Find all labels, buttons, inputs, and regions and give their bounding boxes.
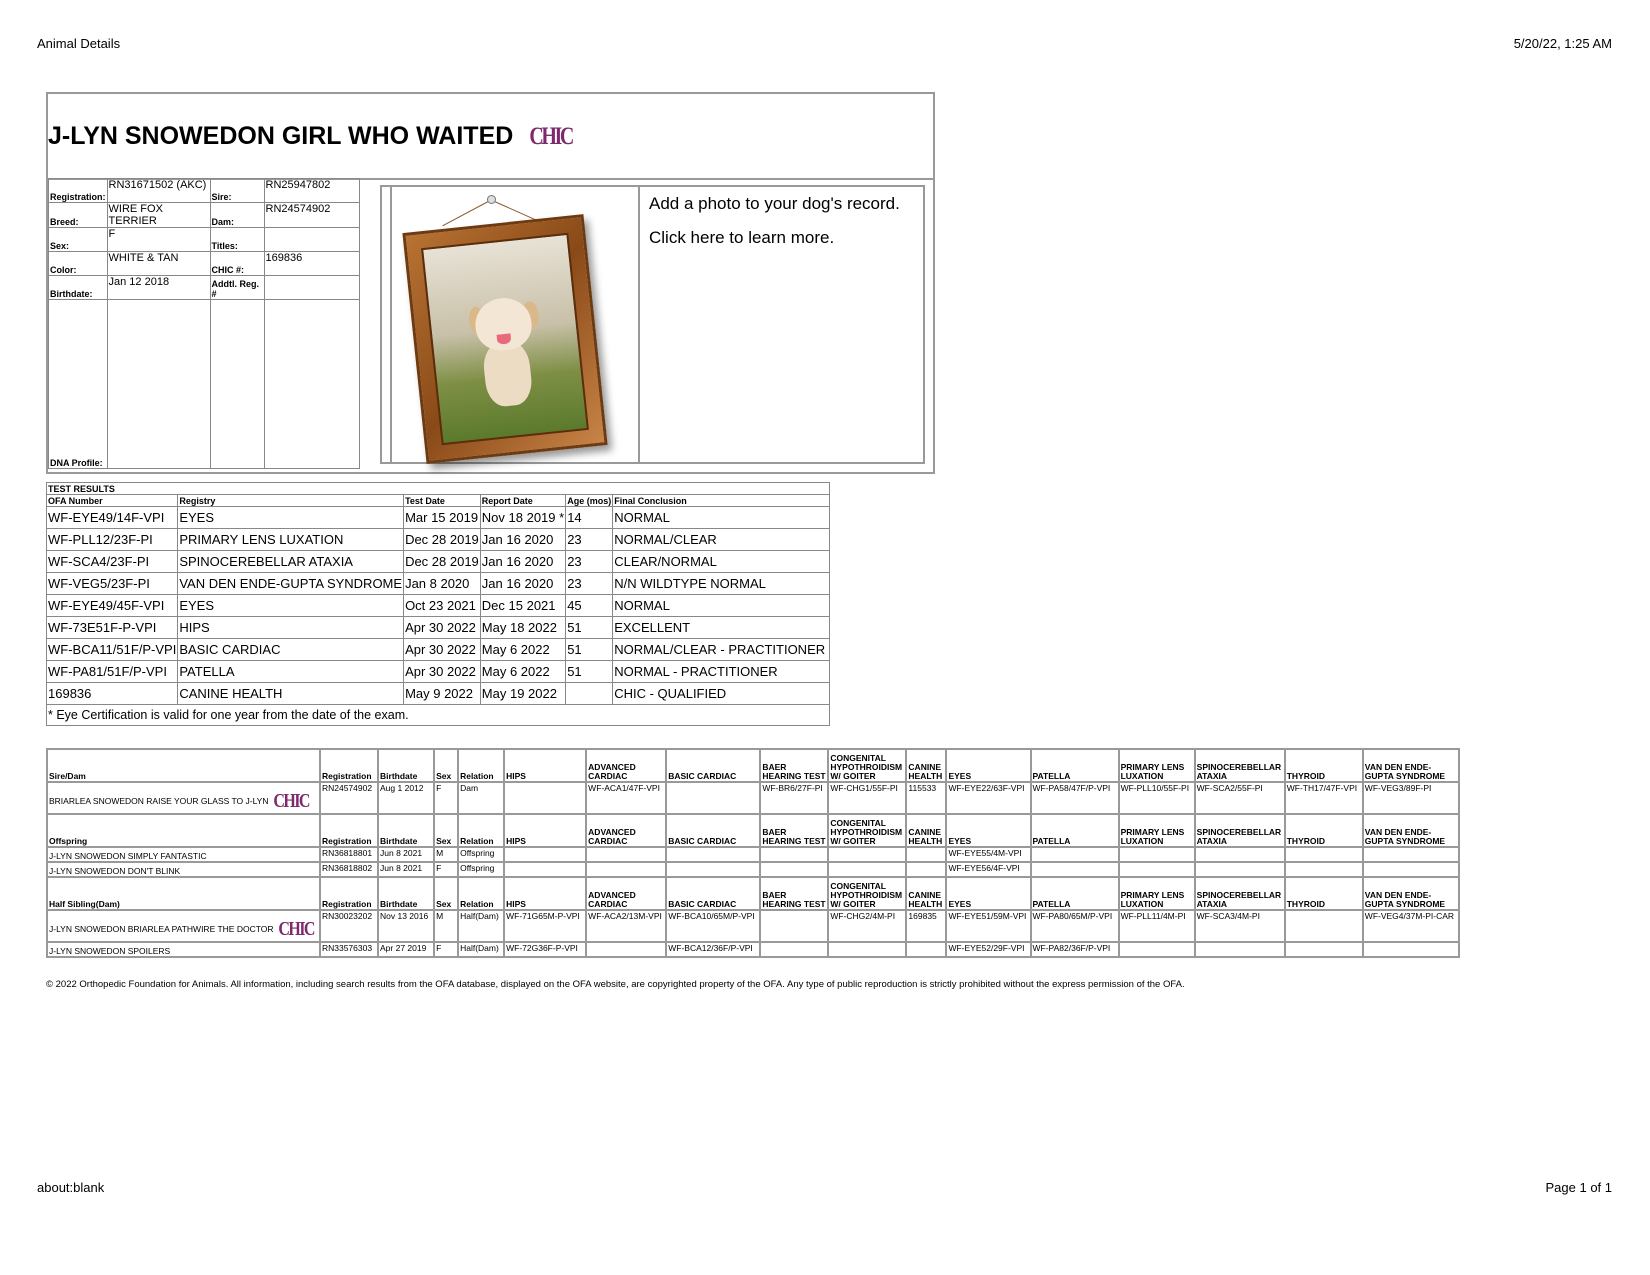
titles-label: Titles: [210, 228, 264, 252]
relative-name-text[interactable]: J-LYN SNOWEDON BRIARLEA PATHWIRE THE DOCTOR [49, 923, 274, 934]
relative-cell: Dam [458, 782, 504, 814]
relative-col-header: Birthdate [378, 749, 434, 782]
test-cell: May 6 2022 [480, 661, 565, 683]
relative-col-header: THYROID [1285, 814, 1363, 847]
test-col-header: OFA Number [47, 495, 178, 507]
test-col-header: Registry [178, 495, 404, 507]
relative-cell [1285, 942, 1363, 957]
relative-col-header: BAER HEARING TEST [760, 814, 828, 847]
relative-cell [504, 862, 586, 877]
test-cell: 23 [566, 551, 613, 573]
relative-cell: Jun 8 2021 [378, 862, 434, 877]
relative-cell: WF-EYE52/29F-VPI [946, 942, 1030, 957]
relatives-header-row [47, 877, 1459, 910]
relative-cell [1195, 862, 1285, 877]
relative-col-header: SPINOCEREBELLAR ATAXIA [1195, 749, 1285, 782]
animal-card [46, 92, 935, 474]
relative-cell: F [434, 782, 458, 814]
relative-cell[interactable]: RN36818801 [320, 847, 378, 862]
relative-col-header: CANINE HEALTH [906, 877, 946, 910]
test-cell: CHIC - QUALIFIED [613, 683, 830, 705]
test-col-header: Test Date [404, 495, 481, 507]
relative-cell [1285, 910, 1363, 942]
test-cell: VAN DEN ENDE-GUPTA SYNDROME [178, 573, 404, 595]
test-result-row [47, 683, 830, 705]
chic-number-value: 169836 [264, 252, 359, 276]
title-area [48, 94, 933, 180]
print-footer-url: about:blank [37, 1180, 105, 1195]
test-cell: 45 [566, 595, 613, 617]
dog-name: J-LYN SNOWEDON GIRL WHO WAITED [48, 122, 514, 150]
relative-cell: WF-EYE56/4F-VPI [946, 862, 1030, 877]
test-cell: 51 [566, 639, 613, 661]
test-cell: Mar 15 2019 [404, 507, 481, 529]
relative-col-header: VAN DEN ENDE-GUPTA SYNDROME [1363, 877, 1459, 910]
sex-label: Sex: [49, 228, 108, 252]
test-cell: PRIMARY LENS LUXATION [178, 529, 404, 551]
relative-cell: WF-BCA10/65M/P-VPI [666, 910, 760, 942]
nail-icon [487, 195, 496, 204]
ofa-number-link[interactable]: WF-BCA11/51F/P-VPI [47, 639, 178, 661]
relative-cell [828, 942, 906, 957]
relative-col-header: BASIC CARDIAC [666, 749, 760, 782]
relative-cell: Jun 8 2021 [378, 847, 434, 862]
relative-col-header: VAN DEN ENDE-GUPTA SYNDROME [1363, 749, 1459, 782]
relative-cell: WF-CHG2/4M-PI [828, 910, 906, 942]
relative-col-header: EYES [946, 877, 1030, 910]
test-cell: BASIC CARDIAC [178, 639, 404, 661]
relative-col-header: THYROID [1285, 877, 1363, 910]
relative-col-header: ADVANCED CARDIAC [586, 814, 666, 847]
birthdate-label: Birthdate: [49, 276, 108, 300]
test-cell: SPINOCEREBELLAR ATAXIA [178, 551, 404, 573]
print-header-timestamp: 5/20/22, 1:25 AM [1513, 36, 1612, 51]
relative-cell [760, 942, 828, 957]
relative-cell [504, 782, 586, 814]
registration-label: Registration: [49, 179, 108, 203]
puppy-body [481, 340, 533, 408]
relative-cell [1363, 942, 1459, 957]
ofa-number-link[interactable]: 169836 [47, 683, 178, 705]
relative-cell: WF-ACA1/47F-VPI [586, 782, 666, 814]
relative-cell: Offspring [458, 847, 504, 862]
relative-cell [586, 847, 666, 862]
relative-cell[interactable]: RN30023202 [320, 910, 378, 942]
relative-cell [1285, 847, 1363, 862]
relative-cell: F [434, 942, 458, 957]
relative-col-header: BAER HEARING TEST [760, 877, 828, 910]
relative-row [47, 862, 1459, 877]
add-photo-text[interactable]: Add a photo to your dog's record. [649, 194, 900, 213]
relative-col-header: HIPS [504, 814, 586, 847]
relative-cell: WF-SCA3/4M-PI [1195, 910, 1285, 942]
test-cell: Dec 15 2021 [480, 595, 565, 617]
dog-name-heading [48, 122, 578, 151]
puppy-photo [421, 233, 589, 445]
relative-cell[interactable]: RN36818802 [320, 862, 378, 877]
relative-col-header: CANINE HEALTH [906, 814, 946, 847]
relative-cell: WF-ACA2/13M-VPI [586, 910, 666, 942]
relative-col-header: PATELLA [1031, 814, 1119, 847]
relative-group-label: Sire/Dam [47, 749, 320, 782]
test-note-row [47, 705, 830, 726]
copyright-notice: © 2022 Orthopedic Foundation for Animals. All information, including search results from the OFA database, displayed on the OFA website, are copyrighted property of the OFA. Any type of public reproduction is strictly prohibited without the express permission of the OFA. [46, 979, 1185, 990]
relatives-header-row [47, 749, 1459, 782]
relative-cell: WF-71G65M-P-VPI [504, 910, 586, 942]
relative-name-text[interactable]: J-LYN SNOWEDON DON'T BLINK [49, 866, 181, 876]
test-cell: NORMAL/CLEAR - PRACTITIONER [613, 639, 830, 661]
relative-col-header: BASIC CARDIAC [666, 814, 760, 847]
test-cell: Nov 18 2019 * [480, 507, 565, 529]
empty-cell [210, 300, 264, 469]
relative-row [47, 847, 1459, 862]
relative-cell [1363, 862, 1459, 877]
test-cell: HIPS [178, 617, 404, 639]
relative-cell [666, 782, 760, 814]
relative-cell [1119, 847, 1195, 862]
relative-col-header: Registration [320, 814, 378, 847]
relative-name[interactable] [47, 942, 320, 957]
learn-more-link[interactable]: Click here to learn more. [649, 228, 835, 247]
relative-col-header: VAN DEN ENDE-GUPTA SYNDROME [1363, 814, 1459, 847]
relative-col-header: EYES [946, 749, 1030, 782]
test-cell: CLEAR/NORMAL [613, 551, 830, 573]
relative-col-header: Sex [434, 814, 458, 847]
print-header-title: Animal Details [37, 36, 121, 51]
relative-cell [1031, 847, 1119, 862]
relative-col-header: ADVANCED CARDIAC [586, 749, 666, 782]
relative-col-header: Sex [434, 749, 458, 782]
relative-row [47, 782, 1459, 814]
relative-name[interactable] [47, 862, 320, 877]
print-footer-page: Page 1 of 1 [1545, 1180, 1612, 1195]
relative-cell [666, 847, 760, 862]
registration-value: RN31671502 (AKC) [107, 179, 210, 203]
test-col-header: Report Date [480, 495, 565, 507]
relative-col-header: Birthdate [378, 814, 434, 847]
relative-name-text[interactable]: J-LYN SNOWEDON SPOILERS [49, 946, 171, 956]
chic-logo-icon: CHIC [272, 790, 309, 812]
relative-row [47, 942, 1459, 957]
relative-name[interactable] [47, 847, 320, 862]
ofa-number-link[interactable]: WF-73E51F-P-VPI [47, 617, 178, 639]
relative-col-header: PATELLA [1031, 877, 1119, 910]
breed-value: WIRE FOX TERRIER [107, 203, 210, 228]
test-result-row [47, 507, 830, 529]
relative-name-text[interactable]: J-LYN SNOWEDON SIMPLY FANTASTIC [49, 851, 207, 861]
relative-cell: Nov 13 2016 [378, 910, 434, 942]
addtl-reg-label: Addtl. Reg. # [210, 276, 264, 300]
relative-col-header: CONGENITAL HYPOTHROIDISM W/ GOITER [828, 877, 906, 910]
relative-col-header: BASIC CARDIAC [666, 877, 760, 910]
relative-cell: WF-PA80/65M/P-VPI [1031, 910, 1119, 942]
relative-cell: Aug 1 2012 [378, 782, 434, 814]
sire-value[interactable]: RN25947802 [264, 179, 359, 203]
test-cell: May 18 2022 [480, 617, 565, 639]
relative-cell: WF-VEG4/37M-PI-CAR [1363, 910, 1459, 942]
relative-col-header: Registration [320, 877, 378, 910]
test-cell: CANINE HEALTH [178, 683, 404, 705]
sex-value: F [107, 228, 210, 252]
relative-cell: 169835 [906, 910, 946, 942]
relative-col-header: ADVANCED CARDIAC [586, 877, 666, 910]
test-cell: Jan 16 2020 [480, 573, 565, 595]
relative-col-header: Sex [434, 877, 458, 910]
test-cell: 23 [566, 573, 613, 595]
relative-cell [760, 862, 828, 877]
relative-col-header: Registration [320, 749, 378, 782]
test-result-row [47, 595, 830, 617]
relative-col-header: BAER HEARING TEST [760, 749, 828, 782]
test-results-header-row [47, 495, 830, 507]
test-cell: N/N WILDTYPE NORMAL [613, 573, 830, 595]
relative-col-header: PRIMARY LENS LUXATION [1119, 877, 1195, 910]
relative-row [47, 910, 1459, 942]
chic-logo-icon: CHIC [277, 918, 314, 940]
relative-cell: M [434, 910, 458, 942]
test-cell [566, 683, 613, 705]
test-cell: Oct 23 2021 [404, 595, 481, 617]
relative-col-header: SPINOCEREBELLAR ATAXIA [1195, 814, 1285, 847]
test-cell: May 9 2022 [404, 683, 481, 705]
relative-cell: Offspring [458, 862, 504, 877]
relative-group-label: Offspring [47, 814, 320, 847]
test-result-row [47, 573, 830, 595]
relative-cell [1285, 862, 1363, 877]
frame-wire [442, 199, 492, 226]
relative-group-label: Half Sibling(Dam) [47, 877, 320, 910]
relative-cell [906, 942, 946, 957]
test-cell: EYES [178, 507, 404, 529]
relative-cell: WF-PLL10/55F-PI [1119, 782, 1195, 814]
test-col-header: Final Conclusion [613, 495, 830, 507]
sire-label: Sire: [210, 179, 264, 203]
test-cell: NORMAL [613, 507, 830, 529]
empty-cell [264, 300, 359, 469]
relative-cell: WF-SCA2/55F-PI [1195, 782, 1285, 814]
test-cell: Dec 28 2019 [404, 529, 481, 551]
relative-name-text[interactable]: BRIARLEA SNOWEDON RAISE YOUR GLASS TO J-LYN [49, 795, 269, 806]
relative-cell [586, 862, 666, 877]
picture-frame-icon [402, 214, 607, 464]
dam-label: Dam: [210, 203, 264, 228]
relative-cell: WF-VEG3/89F-PI [1363, 782, 1459, 814]
color-value: WHITE & TAN [107, 252, 210, 276]
relatives-table [46, 748, 1460, 958]
relative-cell: WF-EYE51/59M-VPI [946, 910, 1030, 942]
relative-cell [1195, 847, 1285, 862]
relative-cell [504, 847, 586, 862]
relative-col-header: Relation [458, 877, 504, 910]
relative-cell: F [434, 862, 458, 877]
relative-cell: WF-EYE55/4M-VPI [946, 847, 1030, 862]
chic-number-label: CHIC #: [210, 252, 264, 276]
relative-cell: M [434, 847, 458, 862]
relative-cell: WF-PLL11/4M-PI [1119, 910, 1195, 942]
relative-cell: Half(Dam) [458, 910, 504, 942]
relative-cell [1195, 942, 1285, 957]
relative-cell: WF-EYE22/63F-VPI [946, 782, 1030, 814]
relative-cell: WF-BCA12/36F/P-VPI [666, 942, 760, 957]
test-result-row [47, 617, 830, 639]
relative-col-header: THYROID [1285, 749, 1363, 782]
test-cell: May 6 2022 [480, 639, 565, 661]
dna-profile-label: DNA Profile: [49, 300, 108, 469]
relative-cell [1119, 942, 1195, 957]
test-cell: Apr 30 2022 [404, 661, 481, 683]
relative-cell: WF-PA58/47F/P-VPI [1031, 782, 1119, 814]
test-cell: 51 [566, 617, 613, 639]
test-cell: 14 [566, 507, 613, 529]
test-cell: Jan 8 2020 [404, 573, 481, 595]
relative-cell: WF-CHG1/55F-PI [828, 782, 906, 814]
titles-value [264, 228, 359, 252]
breed-label: Breed: [49, 203, 108, 228]
birthdate-value: Jan 12 2018 [107, 276, 210, 300]
relative-col-header: CONGENITAL HYPOTHROIDISM W/ GOITER [828, 814, 906, 847]
ofa-number-link[interactable]: WF-VEG5/23F-PI [47, 573, 178, 595]
chic-logo-icon: CHIC [529, 123, 573, 151]
relative-cell [828, 862, 906, 877]
relative-cell [906, 847, 946, 862]
test-results-title: TEST RESULTS [47, 483, 830, 495]
test-cell: 51 [566, 661, 613, 683]
test-cell: Apr 30 2022 [404, 617, 481, 639]
relative-cell: WF-TH17/47F-VPI [1285, 782, 1363, 814]
relative-col-header: PATELLA [1031, 749, 1119, 782]
test-results-table [46, 482, 830, 726]
animal-info-table [48, 178, 360, 469]
relative-cell [760, 910, 828, 942]
photo-upload-box[interactable] [380, 185, 925, 464]
relative-cell [906, 862, 946, 877]
test-cell: 23 [566, 529, 613, 551]
test-result-row [47, 639, 830, 661]
test-cell: NORMAL - PRACTITIONER [613, 661, 830, 683]
relative-cell: WF-BR6/27F-PI [760, 782, 828, 814]
relative-col-header: PRIMARY LENS LUXATION [1119, 749, 1195, 782]
test-cell: Jan 16 2020 [480, 551, 565, 573]
relative-cell [760, 847, 828, 862]
test-cell: PATELLA [178, 661, 404, 683]
test-cell: EYES [178, 595, 404, 617]
dam-value[interactable]: RN24574902 [264, 203, 359, 228]
photo-placeholder[interactable] [390, 187, 640, 462]
relative-cell: WF-72G36F-P-VPI [504, 942, 586, 957]
color-label: Color: [49, 252, 108, 276]
relative-cell: WF-PA82/36F/P-VPI [1031, 942, 1119, 957]
test-cell: NORMAL [613, 595, 830, 617]
relative-col-header: HIPS [504, 749, 586, 782]
relative-col-header: Relation [458, 749, 504, 782]
test-result-row [47, 529, 830, 551]
test-cell: NORMAL/CLEAR [613, 529, 830, 551]
relative-col-header: HIPS [504, 877, 586, 910]
relative-col-header: Relation [458, 814, 504, 847]
eye-cert-note: * Eye Certification is valid for one year from the date of the exam. [47, 705, 830, 726]
relative-cell [1363, 847, 1459, 862]
relative-cell: 115533 [906, 782, 946, 814]
relative-col-header: Birthdate [378, 877, 434, 910]
relative-col-header: EYES [946, 814, 1030, 847]
test-result-row [47, 551, 830, 573]
relative-cell [666, 862, 760, 877]
test-cell: EXCELLENT [613, 617, 830, 639]
addtl-reg-value [264, 276, 359, 300]
relative-cell[interactable]: RN24574902 [320, 782, 378, 814]
test-cell: Jan 16 2020 [480, 529, 565, 551]
relative-cell [1119, 862, 1195, 877]
relative-col-header: SPINOCEREBELLAR ATAXIA [1195, 877, 1285, 910]
relative-cell [586, 942, 666, 957]
relative-cell: Apr 27 2019 [378, 942, 434, 957]
relative-col-header: PRIMARY LENS LUXATION [1119, 814, 1195, 847]
ofa-number-link[interactable]: WF-PA81/51F/P-VPI [47, 661, 178, 683]
relative-cell[interactable]: RN33576303 [320, 942, 378, 957]
relative-cell [828, 847, 906, 862]
ofa-number-link[interactable]: WF-EYE49/14F-VPI [47, 507, 178, 529]
dna-profile-value [107, 300, 210, 469]
relative-col-header: CONGENITAL HYPOTHROIDISM W/ GOITER [828, 749, 906, 782]
test-col-header: Age (mos) [567, 495, 612, 506]
test-cell: Dec 28 2019 [404, 551, 481, 573]
ofa-number-link[interactable]: WF-SCA4/23F-PI [47, 551, 178, 573]
test-cell: Apr 30 2022 [404, 639, 481, 661]
test-result-row [47, 661, 830, 683]
relative-cell: Half(Dam) [458, 942, 504, 957]
relative-name[interactable] [47, 782, 320, 814]
relatives-header-row [47, 814, 1459, 847]
relative-cell [1031, 862, 1119, 877]
test-cell: May 19 2022 [480, 683, 565, 705]
ofa-number-link[interactable]: WF-PLL12/23F-PI [47, 529, 178, 551]
relative-col-header: CANINE HEALTH [906, 749, 946, 782]
ofa-number-link[interactable]: WF-EYE49/45F-VPI [47, 595, 178, 617]
relative-name[interactable] [47, 910, 320, 942]
